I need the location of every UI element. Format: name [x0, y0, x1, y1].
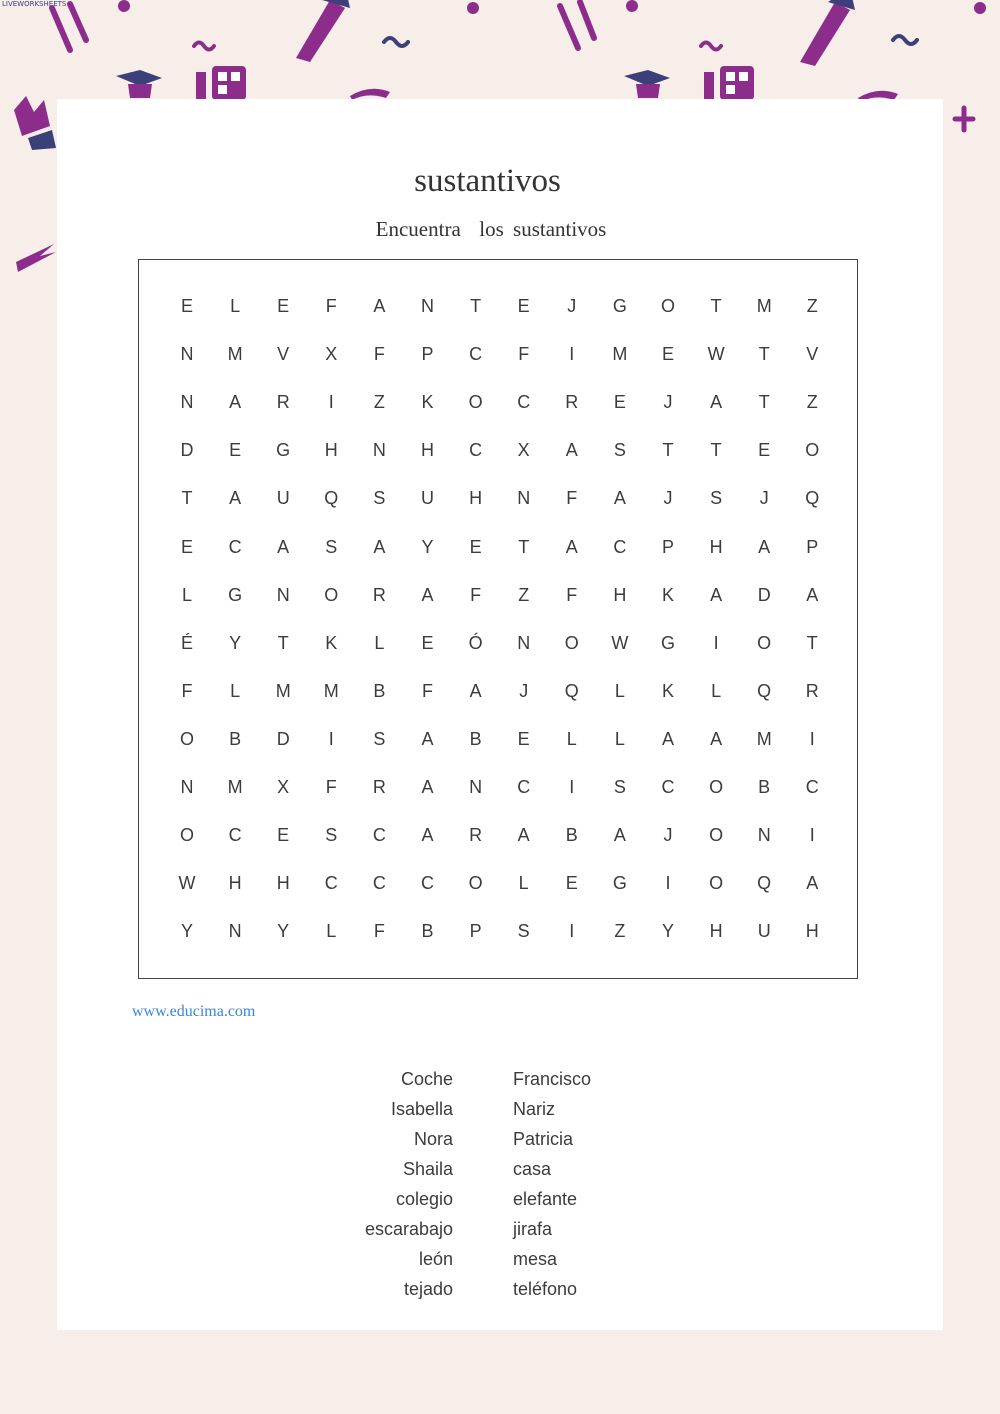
grid-letter[interactable]: C: [228, 536, 242, 557]
grid-letter[interactable]: B: [565, 825, 578, 846]
grid-letter[interactable]: C: [805, 777, 819, 797]
word-list-item: tejado: [403, 1279, 453, 1299]
grid-letter[interactable]: M: [227, 777, 243, 797]
grid-letter[interactable]: A: [421, 728, 434, 749]
grid-letter[interactable]: C: [228, 825, 242, 846]
grid-letter[interactable]: Y: [661, 921, 674, 942]
grid-letter[interactable]: O: [757, 632, 772, 653]
grid-letter[interactable]: M: [756, 728, 772, 749]
grid-letter[interactable]: S: [325, 536, 338, 557]
grid-letter[interactable]: L: [374, 632, 385, 653]
grid-letter[interactable]: S: [517, 921, 530, 942]
grid-letter[interactable]: B: [469, 728, 482, 749]
grid-letter[interactable]: N: [180, 392, 194, 413]
grid-letter[interactable]: P: [421, 344, 434, 365]
grid-letter[interactable]: T: [518, 536, 530, 557]
grid-letter[interactable]: P: [469, 921, 482, 942]
word-list-item: Isabella: [390, 1099, 453, 1119]
grid-letter[interactable]: Q: [757, 873, 772, 894]
grid-letter[interactable]: N: [180, 777, 194, 797]
grid-letter[interactable]: J: [519, 680, 529, 701]
grid-letter[interactable]: E: [277, 296, 290, 316]
grid-letter[interactable]: U: [757, 921, 771, 942]
grid-letter[interactable]: R: [469, 825, 483, 846]
grid-letter[interactable]: O: [468, 392, 483, 413]
grid-letter[interactable]: A: [277, 536, 290, 557]
grid-letter[interactable]: K: [325, 632, 338, 653]
grid-letter[interactable]: E: [421, 632, 434, 653]
grid-letter[interactable]: L: [518, 873, 529, 894]
grid-letter[interactable]: A: [421, 825, 434, 846]
grid-letter[interactable]: O: [805, 440, 820, 461]
grid-letter[interactable]: I: [328, 728, 334, 749]
brush-icon: [14, 96, 56, 150]
grid-letter[interactable]: F: [566, 488, 578, 509]
grid-letter[interactable]: Ó: [468, 632, 483, 653]
grid-letter[interactable]: A: [517, 825, 530, 846]
grid-letter[interactable]: E: [180, 296, 193, 316]
grid-letter[interactable]: J: [663, 825, 673, 846]
grid-letter[interactable]: L: [230, 680, 241, 701]
grid-letter[interactable]: Y: [180, 921, 193, 942]
grid-letter[interactable]: B: [373, 680, 386, 701]
grid-letter[interactable]: R: [276, 392, 290, 413]
grid-letter[interactable]: A: [421, 777, 434, 797]
grid-letter[interactable]: T: [662, 440, 674, 461]
grid-letter[interactable]: O: [324, 584, 339, 605]
educima-link[interactable]: www.educima.com: [132, 1003, 256, 1020]
grid-letter[interactable]: H: [324, 440, 338, 461]
grid-letter[interactable]: A: [229, 392, 242, 413]
grid-letter[interactable]: N: [469, 777, 483, 797]
arrow-icon: [16, 244, 56, 272]
grid-letter[interactable]: T: [806, 632, 818, 653]
grid-letter[interactable]: A: [373, 536, 386, 557]
grid-letter[interactable]: E: [517, 296, 530, 316]
grid-letter[interactable]: Z: [373, 392, 385, 413]
word-list-item: Francisco: [513, 1069, 592, 1089]
grid-letter[interactable]: Z: [806, 296, 818, 316]
word-list-item: escarabajo: [364, 1219, 453, 1239]
grid-letter[interactable]: F: [566, 584, 578, 605]
grid-letter[interactable]: H: [469, 488, 483, 509]
grid-letter[interactable]: E: [229, 440, 242, 461]
grid-letter[interactable]: X: [517, 440, 530, 461]
grid-letter[interactable]: T: [470, 296, 482, 316]
grid-letter[interactable]: T: [277, 632, 289, 653]
grid-letter[interactable]: A: [469, 680, 482, 701]
grid-letter[interactable]: B: [421, 921, 434, 942]
grid-letter[interactable]: E: [180, 536, 193, 557]
grid-letter[interactable]: O: [709, 777, 724, 797]
word-list-item: Nora: [413, 1129, 453, 1149]
word-list-item: jirafa: [513, 1219, 553, 1239]
grid-letter[interactable]: E: [517, 728, 530, 749]
wave-icon: [194, 43, 721, 50]
grid-letter[interactable]: R: [805, 680, 819, 701]
word-list-item: colegio: [395, 1189, 453, 1209]
grid-letter[interactable]: M: [275, 680, 291, 701]
grid-letter[interactable]: C: [661, 777, 675, 797]
wave-icon: [384, 36, 917, 46]
grid-letter[interactable]: N: [757, 825, 771, 846]
grid-letter[interactable]: H: [805, 921, 819, 942]
grid-letter[interactable]: L: [181, 584, 192, 605]
word-list-item: mesa: [513, 1249, 558, 1269]
grid-letter[interactable]: T: [181, 488, 193, 509]
grid-letter[interactable]: F: [181, 680, 193, 701]
grid-letter[interactable]: M: [612, 344, 628, 365]
grid-letter[interactable]: S: [373, 488, 386, 509]
grid-letter[interactable]: C: [372, 825, 386, 846]
word-list-item: león: [418, 1249, 453, 1269]
grid-letter[interactable]: A: [710, 728, 723, 749]
grid-letter[interactable]: A: [229, 488, 242, 509]
grid-letter[interactable]: F: [373, 344, 385, 365]
grid-letter[interactable]: G: [276, 440, 291, 461]
grid-letter[interactable]: C: [469, 440, 483, 461]
grid-letter[interactable]: G: [660, 632, 675, 653]
grid-letter[interactable]: O: [179, 825, 194, 846]
grid-letter[interactable]: A: [758, 536, 771, 557]
grid-letter[interactable]: K: [661, 584, 674, 605]
word-list-item: Shaila: [402, 1159, 453, 1179]
grid-letter[interactable]: Y: [277, 921, 290, 942]
grid-letter[interactable]: I: [569, 777, 575, 797]
grid-letter[interactable]: F: [470, 584, 482, 605]
grid-letter[interactable]: M: [227, 344, 243, 365]
grid-letter[interactable]: L: [230, 296, 241, 316]
grid-letter[interactable]: N: [228, 921, 242, 942]
grid-letter[interactable]: L: [326, 921, 337, 942]
grid-letter[interactable]: Q: [324, 488, 339, 509]
grid-letter[interactable]: E: [613, 392, 626, 413]
grid-letter[interactable]: É: [180, 632, 193, 653]
grid-letter[interactable]: H: [421, 440, 434, 461]
word-list-item: Coche: [400, 1069, 453, 1089]
grid-letter[interactable]: B: [758, 777, 771, 797]
grid-letter[interactable]: O: [709, 825, 724, 846]
grid-letter[interactable]: M: [323, 680, 339, 701]
grid-letter[interactable]: U: [421, 488, 434, 509]
grid-letter[interactable]: P: [806, 536, 819, 557]
grid-letter[interactable]: D: [757, 584, 771, 605]
grid-letter[interactable]: A: [806, 584, 819, 605]
brand-mark: LIVEWORKSHEETS: [2, 0, 67, 8]
grid-letter[interactable]: E: [565, 873, 578, 894]
grid-letter[interactable]: S: [613, 777, 626, 797]
grid-letter[interactable]: C: [469, 344, 483, 365]
grid-letter[interactable]: K: [421, 392, 434, 413]
grid-letter[interactable]: Y: [421, 536, 434, 557]
grid-letter[interactable]: C: [324, 873, 338, 894]
grid-letter[interactable]: A: [613, 488, 626, 509]
grid-letter[interactable]: C: [372, 873, 386, 894]
grid-letter[interactable]: A: [565, 440, 578, 461]
plus-icon: [955, 108, 973, 130]
grid-letter[interactable]: G: [228, 584, 243, 605]
grid-letter[interactable]: C: [421, 873, 434, 894]
grid-letter[interactable]: D: [180, 440, 194, 461]
grid-letter[interactable]: X: [325, 344, 338, 365]
grid-letter[interactable]: D: [276, 728, 290, 749]
grid-letter[interactable]: H: [613, 584, 627, 605]
grid-letter[interactable]: Z: [518, 584, 530, 605]
grid-letter[interactable]: J: [663, 392, 673, 413]
grid-letter[interactable]: A: [661, 728, 674, 749]
grid-letter[interactable]: J: [759, 488, 769, 509]
grid-letter[interactable]: G: [612, 296, 627, 316]
grid-letter[interactable]: T: [758, 344, 770, 365]
grid-letter[interactable]: F: [373, 921, 385, 942]
grid-letter[interactable]: S: [373, 728, 386, 749]
grid-letter[interactable]: O: [709, 873, 724, 894]
grid-letter[interactable]: P: [661, 536, 674, 557]
grid-letter[interactable]: A: [806, 873, 819, 894]
grid-letter[interactable]: Q: [805, 488, 820, 509]
grid-letter[interactable]: B: [229, 728, 242, 749]
grid-letter[interactable]: I: [569, 344, 575, 365]
grid-letter[interactable]: Z: [614, 921, 626, 942]
grid-letter[interactable]: A: [421, 584, 434, 605]
grid-letter[interactable]: E: [661, 344, 674, 365]
grid-letter[interactable]: I: [665, 873, 671, 894]
grid-letter[interactable]: C: [613, 536, 627, 557]
grid-letter[interactable]: Q: [757, 680, 772, 701]
grid-letter[interactable]: R: [565, 392, 579, 413]
grid-letter[interactable]: N: [276, 584, 290, 605]
grid-letter[interactable]: K: [661, 680, 674, 701]
grid-letter[interactable]: T: [758, 392, 770, 413]
grid-letter[interactable]: F: [325, 777, 337, 797]
grid-letter[interactable]: Z: [806, 392, 818, 413]
grid-letter[interactable]: L: [566, 728, 577, 749]
grid-letter[interactable]: A: [613, 825, 626, 846]
grid-letter[interactable]: N: [517, 632, 531, 653]
grid-letter[interactable]: T: [710, 296, 722, 316]
grid-letter[interactable]: L: [614, 680, 625, 701]
grid-letter[interactable]: O: [179, 728, 194, 749]
grid-letter[interactable]: N: [372, 440, 386, 461]
grid-letter[interactable]: N: [421, 296, 434, 316]
grid-letter[interactable]: F: [325, 296, 337, 316]
grid-letter[interactable]: S: [325, 825, 338, 846]
grid-letter[interactable]: C: [517, 777, 531, 797]
grid-letter[interactable]: A: [710, 392, 723, 413]
grid-letter[interactable]: A: [373, 296, 386, 316]
grid-letter[interactable]: W: [611, 632, 629, 653]
grid-letter[interactable]: N: [517, 488, 531, 509]
grid-letter[interactable]: Q: [564, 680, 579, 701]
grid-letter[interactable]: H: [709, 536, 723, 557]
grid-letter[interactable]: W: [707, 344, 725, 365]
grid-letter[interactable]: S: [613, 440, 626, 461]
grid-letter[interactable]: H: [709, 921, 723, 942]
grid-letter[interactable]: H: [276, 873, 290, 894]
grid-letter[interactable]: H: [228, 873, 242, 894]
grid-letter[interactable]: S: [710, 488, 723, 509]
grid-letter[interactable]: O: [468, 873, 483, 894]
page-subtitle: Encuentra los sustantivos: [375, 217, 607, 241]
page-title: sustantivos: [414, 163, 561, 199]
grid-letter[interactable]: M: [756, 296, 772, 316]
grid-letter[interactable]: J: [567, 296, 577, 316]
word-list-item: teléfono: [513, 1279, 578, 1299]
grid-letter[interactable]: L: [711, 680, 722, 701]
grid-letter[interactable]: V: [277, 344, 290, 365]
grid-letter[interactable]: E: [758, 440, 771, 461]
grid-letter[interactable]: O: [564, 632, 579, 653]
pencil-icon: [296, 0, 855, 66]
grid-letter[interactable]: N: [180, 344, 194, 365]
word-list-item: Patricia: [513, 1129, 574, 1149]
word-list-item: Nariz: [513, 1099, 556, 1119]
grid-letter[interactable]: R: [372, 777, 386, 797]
grid-letter[interactable]: E: [277, 825, 290, 846]
grid-letter[interactable]: I: [713, 632, 719, 653]
grid-letter[interactable]: I: [569, 921, 575, 942]
grid-letter[interactable]: I: [809, 728, 815, 749]
grid-letter[interactable]: R: [372, 584, 386, 605]
grid-letter[interactable]: T: [710, 440, 722, 461]
grid-letter[interactable]: I: [809, 825, 815, 846]
grid-letter[interactable]: W: [178, 873, 196, 894]
grid-letter[interactable]: X: [277, 777, 290, 797]
grid-letter[interactable]: U: [276, 488, 290, 509]
blocks-icon: [196, 66, 754, 100]
grid-letter[interactable]: F: [518, 344, 530, 365]
grid-letter[interactable]: V: [806, 344, 819, 365]
grid-letter[interactable]: Y: [229, 632, 242, 653]
grid-letter[interactable]: C: [517, 392, 531, 413]
grid-letter[interactable]: O: [660, 296, 675, 316]
grid-letter[interactable]: G: [612, 873, 627, 894]
grid-letter[interactable]: E: [469, 536, 482, 557]
grid-letter[interactable]: I: [328, 392, 334, 413]
word-list-item: casa: [513, 1159, 552, 1179]
grid-letter[interactable]: F: [422, 680, 433, 701]
word-list-item: elefante: [513, 1189, 578, 1209]
grid-letter[interactable]: L: [614, 728, 625, 749]
dot-icon: [118, 0, 986, 14]
grid-letter[interactable]: A: [710, 584, 723, 605]
word-search-grid: [138, 259, 858, 979]
grid-letter[interactable]: J: [663, 488, 673, 509]
grid-letter[interactable]: A: [565, 536, 578, 557]
